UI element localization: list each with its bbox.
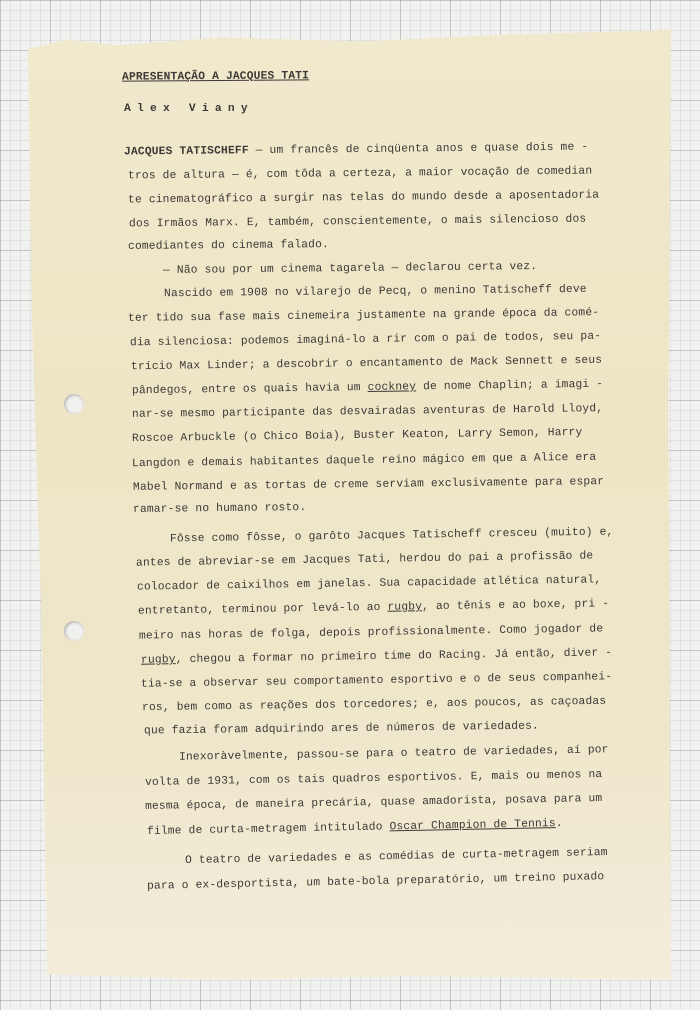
text-segment: — Não sou por um cinema tagarela — declarou certa vez. bbox=[162, 261, 538, 277]
text-line bbox=[132, 379, 603, 398]
text-segment: nar-se mesmo participante das desvairadas aventuras de Harold Lloyd, bbox=[131, 403, 604, 421]
text-segment: pândegos, entre os quais havia um bbox=[131, 382, 368, 398]
text-line bbox=[147, 871, 604, 893]
text-segment: antes de abreviar-se em Jacques Tati, herdou do pai a profissão de bbox=[135, 550, 594, 570]
text-line bbox=[163, 261, 537, 277]
text-segment: ros, bem como as reações dos torcedores; e, aos poucos, as caçoadas bbox=[141, 695, 607, 715]
text-segment: , chegou a formar no primeiro time do Racing. Já então, diver - bbox=[175, 647, 613, 667]
text-line bbox=[141, 671, 612, 690]
document-title: APRESENTAÇÃO A JACQUES TATI bbox=[121, 70, 310, 84]
text-segment: trício Max Linder; a descobrir o encantamento de Mack Sennett e seus bbox=[130, 354, 603, 374]
text-segment: dos Irmãos Marx. E, também, conscientemente, o mais silencioso dos bbox=[128, 213, 587, 231]
text-segment: ter tido sua fase mais cinemeira justamente na grande época da comé- bbox=[127, 307, 600, 325]
text-segment: Mabel Normand e as tortas de creme serviam exclusivamente para espar bbox=[132, 476, 605, 494]
text-line bbox=[130, 331, 601, 350]
text-segment: volta de 1931, com os tais quadros esportivos. E, mais ou menos na bbox=[144, 769, 603, 789]
text-segment: para o ex-desportista, um bate-bola preparatório, um treino puxado bbox=[146, 871, 605, 893]
text-segment: JACQUES TATISCHEFF bbox=[123, 145, 249, 159]
underlined-term: cockney bbox=[367, 381, 417, 394]
text-segment: comediantes do cinema falado. bbox=[127, 239, 330, 253]
text-line bbox=[139, 623, 603, 642]
text-line bbox=[128, 190, 599, 207]
text-segment: Roscoe Arbuckle (o Chico Boia), Buster Keaton, Larry Semon, Harry bbox=[131, 426, 583, 446]
text-segment: te cinematográfico a surgir nas telas do mundo desde a aposentadoria bbox=[127, 189, 600, 207]
underlined-term: rugby bbox=[387, 601, 423, 614]
text-segment: de nome Chaplin; a imagi - bbox=[416, 378, 604, 394]
text-line bbox=[141, 647, 612, 666]
text-segment: — um francês de cinqüenta anos e quase dois me - bbox=[248, 141, 589, 158]
text-segment: que fazia foram adquirindo ares de números de variedades. bbox=[143, 720, 540, 738]
text-line bbox=[170, 527, 614, 546]
text-segment: O teatro de variedades e as comédias de curta-metragem seriam bbox=[184, 846, 608, 868]
text-segment: Inexoràvelmente, passou-se para o teatro de variedades, aí por bbox=[178, 744, 609, 764]
text-line bbox=[128, 166, 592, 183]
text-line bbox=[164, 284, 587, 300]
text-line bbox=[137, 574, 601, 593]
text-segment: meiro nas horas de folga, depois profissionalmente. Como jogador de bbox=[138, 623, 604, 643]
text-segment: tia-se a observar seu comportamento esportivo e o de seus companhei- bbox=[140, 671, 613, 691]
text-line bbox=[128, 307, 599, 325]
text-segment: . bbox=[555, 818, 563, 831]
text-line bbox=[144, 721, 539, 738]
text-segment: filme de curta-metragem intitulado bbox=[146, 821, 390, 838]
underlined-term: rugby bbox=[140, 654, 176, 667]
text-segment: ramar-se no humano rosto. bbox=[132, 502, 307, 516]
document-author: Alex Viany bbox=[124, 103, 254, 115]
text-line bbox=[129, 214, 586, 231]
text-segment: mesma época, de maneira precária, quase amadorista, posava para um bbox=[144, 793, 603, 813]
text-segment: dia silenciosa: podemos imaginá-lo a rir com o pai de todos, seu pa- bbox=[129, 330, 602, 350]
text-line bbox=[145, 769, 602, 789]
text-line bbox=[136, 550, 593, 569]
text-segment: Langdon e demais habitantes daquele reino mágico em que a Alice era bbox=[131, 451, 597, 471]
text-segment: , ao tênis e ao boxe, pri - bbox=[422, 598, 610, 614]
text-line bbox=[132, 427, 583, 445]
text-line bbox=[133, 502, 306, 516]
text-segment: Fôsse como fôsse, o garôto Jacques Tatischeff cresceu (muito) e, bbox=[169, 526, 614, 546]
text-segment: Nascido em 1908 no vilarejo de Pecq, o menino Tatischeff deve bbox=[163, 283, 587, 301]
text-line bbox=[132, 452, 596, 470]
text-segment: colocador de caixilhos em janelas. Sua capacidade atlética natural, bbox=[136, 574, 602, 594]
text-line bbox=[145, 793, 602, 813]
text-line bbox=[142, 696, 606, 714]
text-line bbox=[185, 847, 608, 867]
text-line bbox=[128, 239, 329, 253]
text-line bbox=[131, 355, 602, 374]
underlined-term: Oscar Champion de Tennis bbox=[389, 818, 556, 834]
text-line bbox=[132, 403, 603, 421]
text-line bbox=[133, 476, 604, 494]
text-line bbox=[179, 744, 609, 763]
text-line bbox=[138, 598, 609, 617]
text-line bbox=[124, 142, 588, 159]
text-segment: tros de altura — é, com tôda a certeza, a maior vocação de comedian bbox=[127, 165, 593, 183]
text-line bbox=[147, 818, 563, 838]
text-segment: entretanto, terminou por levá-lo ao bbox=[137, 601, 388, 618]
